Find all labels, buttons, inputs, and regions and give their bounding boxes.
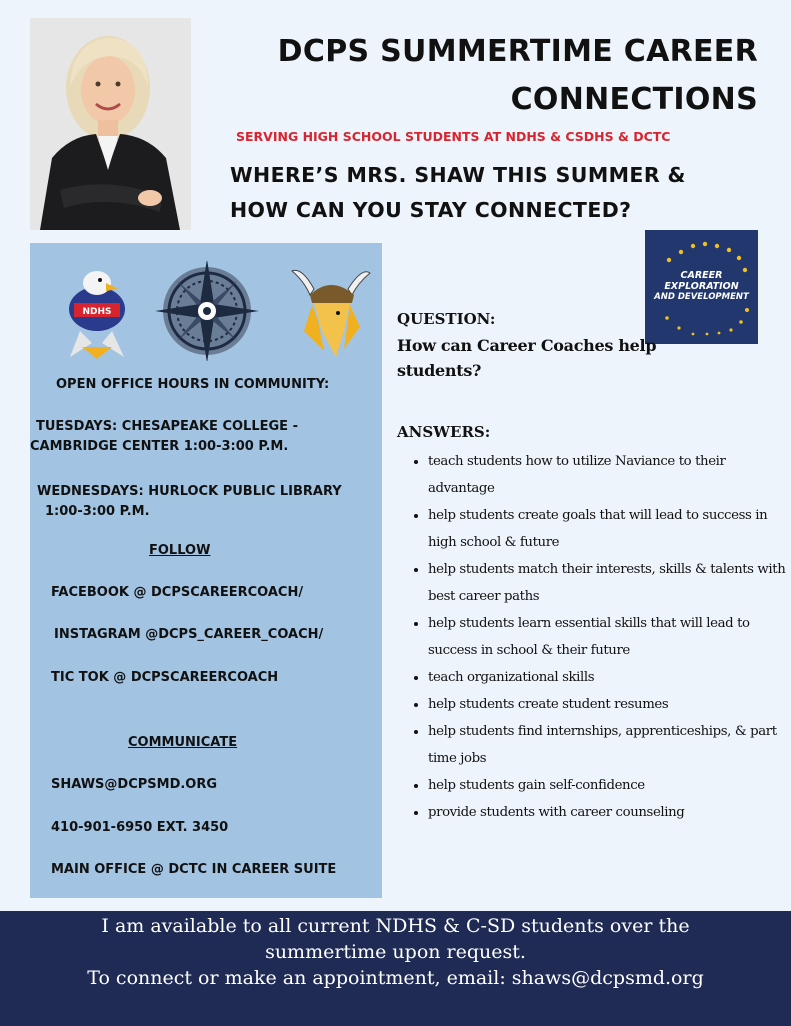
contact-phone[interactable]: 410-901-6950 EXT. 3450 (51, 820, 229, 835)
facebook-handle[interactable]: FACEBOOK @ DCPSCAREERCOACH/ (51, 585, 304, 600)
office-hours-heading: OPEN OFFICE HOURS IN COMMUNITY: (56, 377, 330, 392)
answer-item: • help students find internships, apprenticeships, & part time jobs (428, 718, 788, 772)
school-logos (52, 261, 372, 361)
eagle-mascot-icon (69, 271, 125, 359)
answers-list (406, 448, 788, 826)
answers-label: ANSWERS: (397, 423, 491, 441)
ced-line-3: AND DEVELOPMENT (654, 292, 749, 302)
answer-item: • provide students with career counseling (428, 799, 788, 826)
main-office-location: MAIN OFFICE @ DCTC IN CAREER SUITE (51, 862, 337, 877)
footer-line-2: summertime upon request. (265, 941, 526, 963)
communicate-heading: COMMUNICATE (128, 735, 238, 750)
question-text: How can Career Coaches help students? (397, 336, 657, 380)
answer-item: • teach students how to utilize Naviance to their advantage (428, 448, 788, 502)
portrait-photo (30, 18, 191, 230)
svg-text:NDHS: NDHS (82, 307, 112, 317)
viking-mascot-icon (292, 270, 370, 357)
compass-icon (155, 261, 259, 361)
answer-item: • teach organizational skills (428, 664, 788, 691)
ced-logo-text (645, 270, 758, 303)
ced-line-2: EXPLORATION (664, 281, 739, 292)
title-line-1: DCPS SUMMERTIME CAREER (277, 34, 758, 69)
question-label: QUESTION: (397, 310, 496, 328)
instagram-handle[interactable]: INSTAGRAM @DCPS_CAREER_COACH/ (54, 627, 324, 642)
answer-item: • help students create student resumes (428, 691, 788, 718)
ced-line-1: CAREER (680, 270, 723, 281)
headline-line-1: WHERE’S MRS. SHAW THIS SUMMER & (230, 163, 686, 187)
title-line-2: CONNECTIONS (510, 82, 758, 117)
answer-item: • help students gain self-confidence (428, 772, 788, 799)
follow-heading: FOLLOW (149, 543, 211, 558)
wednesday-schedule-line-2: 1:00-3:00 P.M. (45, 504, 150, 519)
headline-question (230, 158, 686, 228)
footer-banner (0, 911, 791, 1026)
answer-item: • help students create goals that will lead to success in high school & future (428, 502, 788, 556)
footer-line-1: I am available to all current NDHS & C-SD students over the (101, 915, 690, 937)
contact-email[interactable]: SHAWS@DCPSMD.ORG (51, 777, 218, 792)
tuesday-schedule-line-1: TUESDAYS: CHESAPEAKE COLLEGE - (36, 419, 298, 434)
headline-line-2: HOW CAN YOU STAY CONNECTED? (230, 198, 632, 222)
wednesday-schedule-line-1: WEDNESDAYS: HURLOCK PUBLIC LIBRARY (37, 484, 342, 499)
tuesday-schedule-line-2: CAMBRIDGE CENTER 1:00-3:00 P.M. (30, 439, 289, 454)
footer-line-3: To connect or make an appointment, email: shaws@dcpsmd.org (87, 967, 704, 989)
info-panel (30, 243, 382, 898)
answer-item: • help students match their interests, skills & talents with best career paths (428, 556, 788, 610)
answer-item: • help students learn essential skills that will lead to success in school & their future (428, 610, 788, 664)
ced-logo (645, 230, 758, 344)
page-subtitle: SERVING HIGH SCHOOL STUDENTS AT NDHS & CSDHS & DCTC (236, 129, 671, 144)
page-title (198, 28, 758, 124)
tiktok-handle[interactable]: TIC TOK @ DCPSCAREERCOACH (51, 670, 279, 685)
